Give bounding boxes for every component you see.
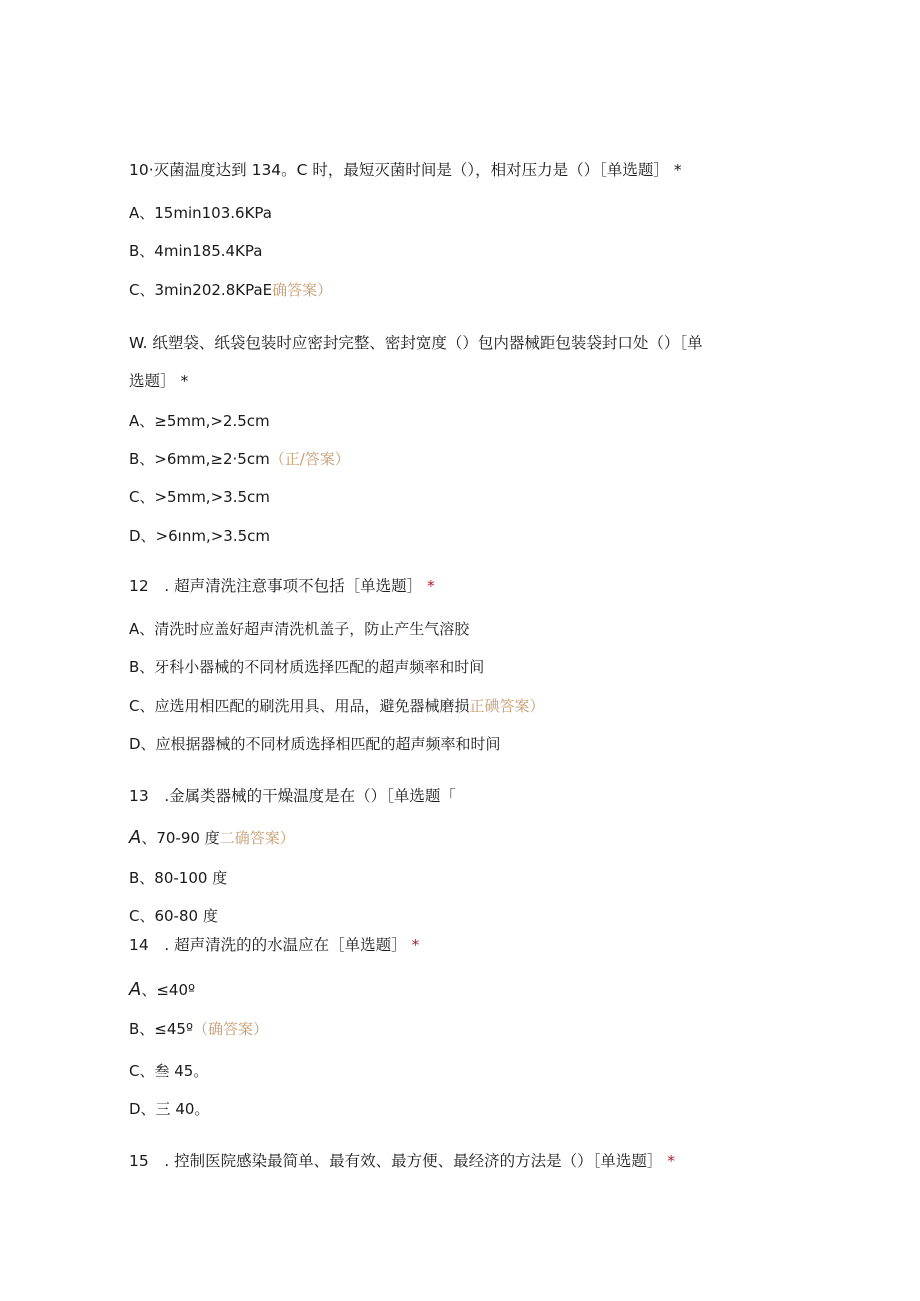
option-text: D、三 40。 xyxy=(129,1100,210,1118)
option-text: B、≤45º xyxy=(129,1020,194,1038)
answer-mark: 二确答案） xyxy=(219,829,295,847)
question-text: 15 . 控制医院感染最简单、最有效、最方便、最经济的方法是（）［单选题］ xyxy=(129,1152,663,1170)
question-11 xyxy=(129,333,703,353)
option-b[interactable] xyxy=(129,868,227,888)
option-text: C、60-80 度 xyxy=(129,907,218,925)
question-text: 10·灭菌温度达到 134。C 时，最短灭菌时间是（），相对压力是（）［单选题］ xyxy=(129,161,669,179)
option-b[interactable] xyxy=(129,449,350,469)
option-text: 、70-90 度 xyxy=(141,829,220,847)
required-star: * xyxy=(411,936,420,954)
question-14 xyxy=(129,935,419,955)
option-letter: A xyxy=(129,827,142,848)
option-a[interactable] xyxy=(129,828,295,848)
option-c[interactable] xyxy=(129,906,218,926)
option-b[interactable] xyxy=(129,241,262,261)
option-text: A、≥5mm,>2.5cm xyxy=(129,412,270,430)
option-text: C、>5mm,>3.5cm xyxy=(129,488,270,506)
option-text: D、>6ınm,>3.5cm xyxy=(129,527,270,545)
option-text: B、牙科小器械的不同材质选择匹配的超声频率和时间 xyxy=(129,658,485,676)
question-12 xyxy=(129,576,435,596)
question-text: 14 . 超声清洗的的水温应在［单选题］ xyxy=(129,936,407,954)
option-b[interactable] xyxy=(129,657,484,677)
option-text: C、3min202.8KPaE xyxy=(129,281,273,299)
option-a[interactable] xyxy=(129,619,469,639)
question-text: 12 . 超声清洗注意事项不包括［单选题］ xyxy=(129,577,423,595)
option-text: C、叁 45。 xyxy=(129,1062,209,1080)
option-d[interactable] xyxy=(129,526,270,546)
required-star: * xyxy=(667,1152,676,1170)
option-a[interactable] xyxy=(129,980,195,1000)
question-text: 选题］ xyxy=(129,372,176,390)
question-13 xyxy=(129,786,456,806)
question-10 xyxy=(129,160,682,180)
option-text: B、80-100 度 xyxy=(129,869,228,887)
answer-mark: 确答案） xyxy=(272,281,333,299)
option-a[interactable] xyxy=(129,203,272,223)
option-c[interactable] xyxy=(129,1061,208,1081)
option-c[interactable] xyxy=(129,696,545,716)
option-letter: A xyxy=(129,979,142,1000)
option-c[interactable] xyxy=(129,487,270,507)
option-a[interactable] xyxy=(129,411,270,431)
option-text: A、清洗时应盖好超声清洗机盖子，防止产生气溶胶 xyxy=(129,620,470,638)
answer-mark: （确答案） xyxy=(193,1020,269,1038)
option-text: B、4min185.4KPa xyxy=(129,242,263,260)
question-text: W. 纸塑袋、纸袋包装时应密封完整、密封宽度（）包内器械距包装袋封口处（）［单 xyxy=(129,334,703,352)
required-star: * xyxy=(180,372,189,390)
question-15 xyxy=(129,1151,675,1171)
option-text: B、>6mm,≥2·5cm xyxy=(129,450,270,468)
answer-mark: （正/答案） xyxy=(269,450,350,468)
option-text: C、应选用相匹配的刷洗用具、用品，避免器械磨损 xyxy=(129,697,470,715)
required-star: * xyxy=(673,161,682,179)
question-text: 13 .金属类器械的干燥温度是在（）［单选题「 xyxy=(129,787,456,805)
option-text: D、应根据器械的不同材质选择相匹配的超声频率和时间 xyxy=(129,735,501,753)
option-text: 、≤40º xyxy=(141,981,196,999)
option-text: A、15min103.6KPa xyxy=(129,204,272,222)
option-b[interactable] xyxy=(129,1019,268,1039)
question-11-cont xyxy=(129,371,188,391)
answer-mark: 正碘答案） xyxy=(469,697,545,715)
option-d[interactable] xyxy=(129,734,501,754)
required-star: * xyxy=(427,577,435,595)
option-c[interactable] xyxy=(129,280,332,300)
option-d[interactable] xyxy=(129,1099,209,1119)
